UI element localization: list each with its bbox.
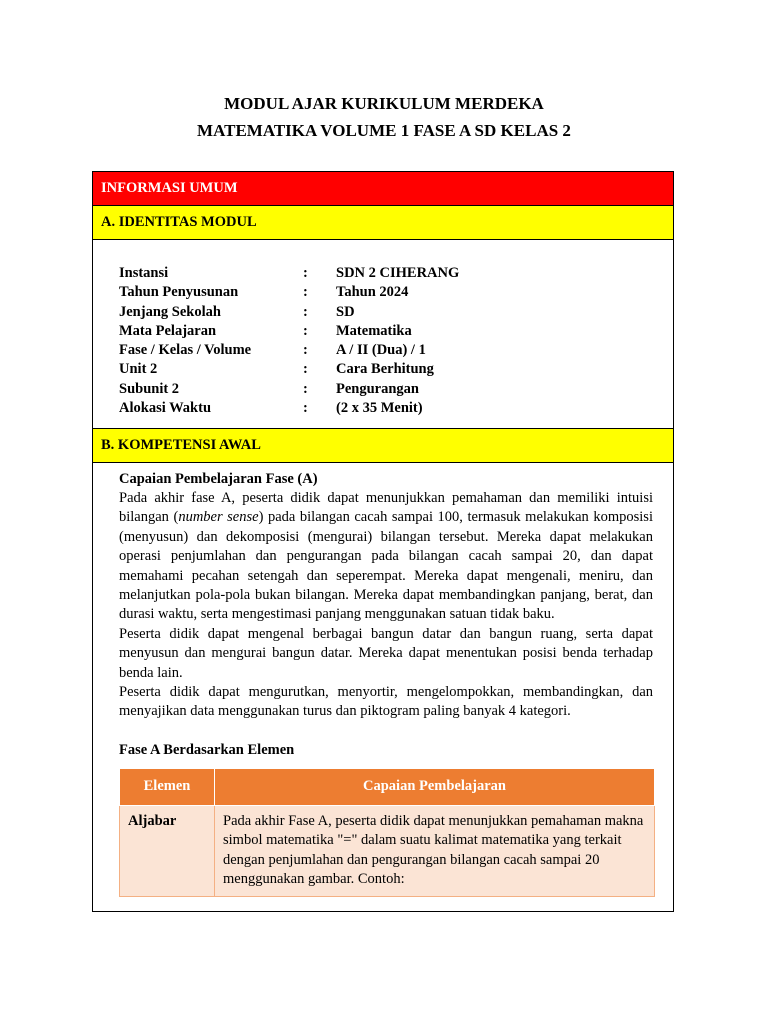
identitas-key: Alokasi Waktu — [119, 400, 212, 417]
identitas-key: Fase / Kelas / Volume — [119, 342, 252, 359]
capaian-p1-text-a: Pada akhir fase A, peserta didik dapat menunjukkan pemahaman dan memiliki intuisi bilangan ( — [119, 490, 653, 526]
kompetensi-awal-header: B. KOMPETENSI AWAL — [93, 429, 673, 463]
identitas-row — [119, 380, 673, 399]
identitas-key: Subunit 2 — [119, 380, 180, 397]
identitas-row — [119, 360, 673, 379]
identitas-value: Matematika — [336, 322, 412, 339]
document-title-line1: MODUL AJAR KURIKULUM MERDEKA — [224, 94, 544, 113]
identitas-colon: : — [303, 400, 308, 417]
identitas-row — [119, 322, 673, 341]
col-capaian-header: Capaian Pembelajaran — [215, 768, 655, 805]
capaian-cell: Pada akhir Fase A, peserta didik dapat menunjukkan pemahaman makna simbol matematika "=" dalam suatu kalimat matematika yang terkait dengan penjumlahan dan pengurangan bilangan cacah sampai 20 menggunakan gambar. Contoh: — [215, 805, 655, 896]
col-elemen-header: Elemen — [120, 768, 215, 805]
identitas-value: Cara Berhitung — [336, 361, 434, 378]
module-table — [92, 171, 674, 912]
identitas-colon: : — [303, 303, 308, 320]
table-row — [120, 805, 655, 896]
informasi-umum-header: INFORMASI UMUM — [93, 172, 673, 206]
identitas-colon: : — [303, 322, 308, 339]
document-title-line2: MATEMATIKA VOLUME 1 FASE A SD KELAS 2 — [197, 121, 571, 140]
elemen-cell: Aljabar — [120, 805, 215, 896]
identitas-colon: : — [303, 380, 308, 397]
identitas-key: Instansi — [119, 265, 169, 281]
identitas-colon: : — [303, 284, 308, 301]
identitas-colon: : — [303, 342, 308, 359]
capaian-p1-text-b: ) pada bilangan cacah sampai 100, termasuk melakukan komposisi (menyusun) dan dekomposisi (mengurai) bilangan tersebut. Mereka dapat melakukan operasi penjumlahan dan pengurangan pada bilangan cacah sampai 20, dan dapat memahami pecahan setengah dan seperempat. Mereka dapat mengenali, meniru, dan melanjutkan pola-pola bukan bilangan. Mereka dapat membandingkan panjang, berat, dan durasi waktu, serta mengestimasi panjang menggunakan satuan tidak baku. — [119, 509, 653, 623]
identitas-row — [119, 303, 673, 322]
capaian-paragraph-1 — [119, 489, 653, 625]
identitas-key: Tahun Penyusunan — [119, 284, 239, 301]
identitas-value: Pengurangan — [336, 380, 419, 397]
identitas-modul-header: A. IDENTITAS MODUL — [93, 206, 673, 240]
kompetensi-content — [93, 463, 673, 897]
identitas-value: A / II (Dua) / 1 — [336, 342, 426, 359]
identitas-row — [119, 264, 673, 283]
identitas-row — [119, 283, 673, 302]
identitas-key: Unit 2 — [119, 361, 158, 378]
elemen-table-header-row — [120, 768, 655, 805]
capaian-paragraph-3: Peserta didik dapat mengurutkan, menyortir, mengelompokkan, membandingkan, dan menyajikan data menggunakan turus dan piktogram paling banyak 4 kategori. — [119, 684, 653, 720]
identitas-row — [119, 399, 673, 418]
identitas-list — [93, 240, 673, 429]
identitas-key: Mata Pelajaran — [119, 322, 217, 339]
capaian-title: Capaian Pembelajaran Fase (A) — [119, 471, 318, 487]
elemen-table — [119, 768, 655, 897]
identitas-key: Jenjang Sekolah — [119, 303, 221, 320]
elemen-title: Fase A Berdasarkan Elemen — [119, 741, 295, 758]
identitas-colon: : — [303, 361, 308, 378]
identitas-row — [119, 341, 673, 360]
capaian-p1-italic: number sense — [178, 509, 259, 526]
identitas-value: Tahun 2024 — [336, 284, 409, 301]
identitas-colon: : — [303, 265, 308, 281]
identitas-value: SD — [336, 303, 355, 320]
capaian-paragraph-2: Peserta didik dapat mengenal berbagai bangun datar dan bangun ruang, serta dapat menyusun dan mengurai bangun datar. Mereka dapat menentukan posisi benda terhadap benda lain. — [119, 625, 653, 681]
identitas-value: SDN 2 CIHERANG — [336, 265, 460, 281]
identitas-value: (2 x 35 Menit) — [336, 400, 423, 417]
